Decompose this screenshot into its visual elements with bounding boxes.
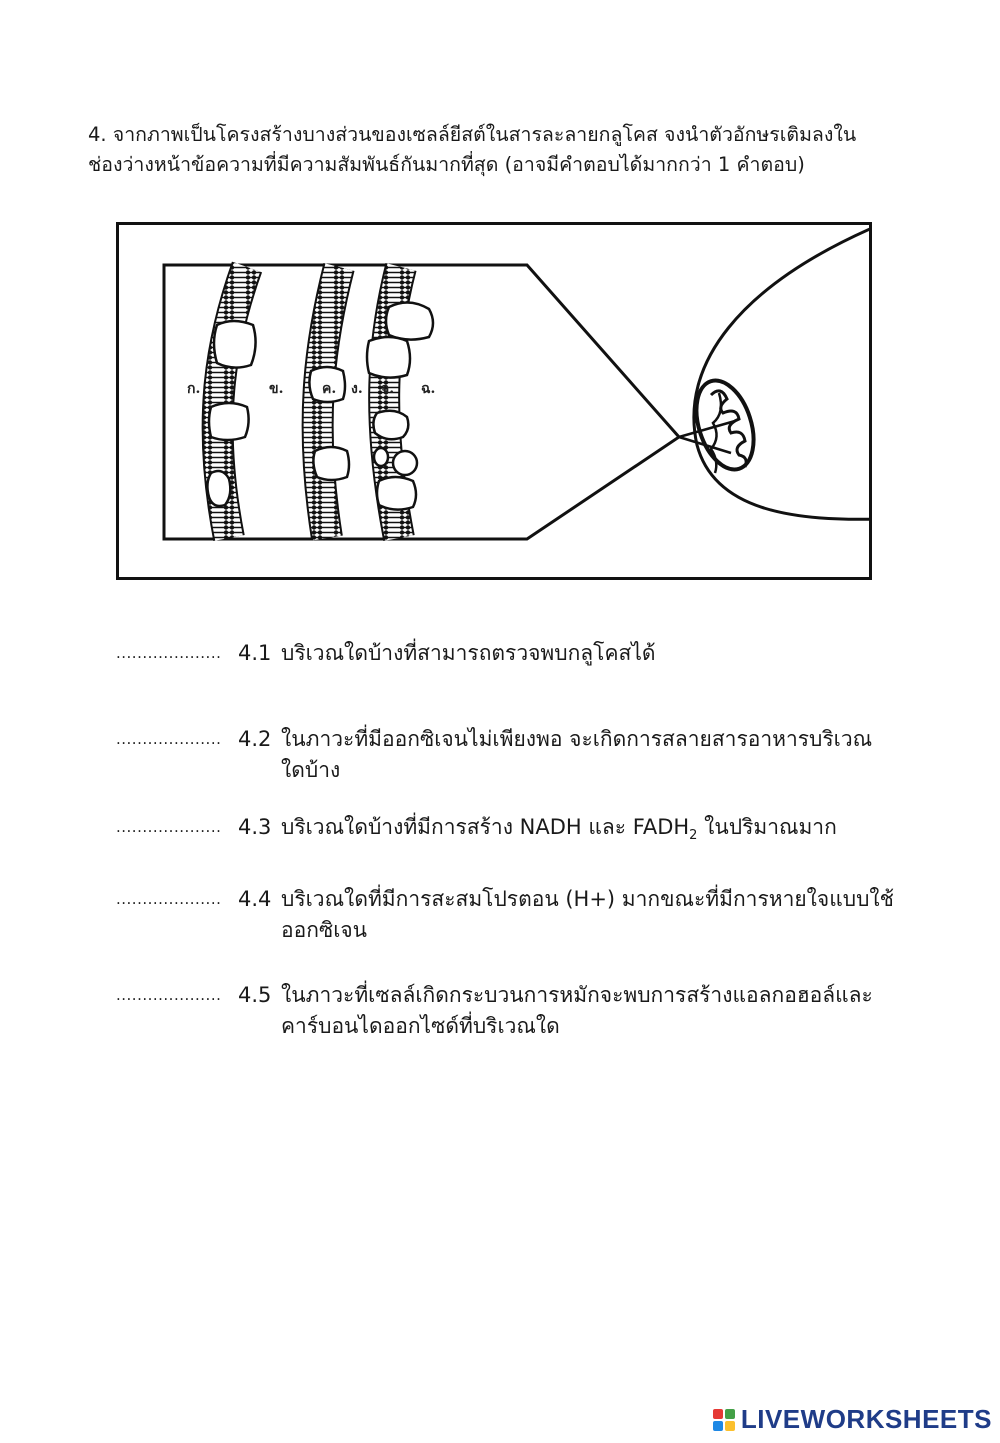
item-text: ในภาวะที่มีออกซิเจนไม่เพียงพอ จะเกิดการสลายสารอาหารบริเวณ ใดบ้าง xyxy=(281,727,873,782)
label-cho: จ. xyxy=(381,381,395,397)
protein-5 xyxy=(313,447,349,480)
protein-2 xyxy=(209,403,249,440)
protein-10 xyxy=(393,451,417,475)
protein-11 xyxy=(377,477,416,510)
item-number: 4.1 xyxy=(238,641,272,665)
question-line-1: 4. จากภาพเป็นโครงสร้างบางส่วนของเซลล์ยีสต์ในสารละลายกลูโคส จงนำตัวอักษรเติมลงใน xyxy=(88,123,857,146)
item-text: ในภาวะที่เซลล์เกิดกระบวนการหมักจะพบการสร้างแอลกอฮอล์และ คาร์บอนไดออกไซด์ที่บริเวณใด xyxy=(281,983,873,1038)
logo-square-1 xyxy=(713,1409,723,1419)
liveworksheets-logo[interactable] xyxy=(713,1404,992,1435)
label-ko: ก. xyxy=(187,381,201,397)
logo-square-4 xyxy=(725,1421,735,1431)
yeast-cell-outline xyxy=(694,225,869,519)
protein-8 xyxy=(373,411,408,440)
item-text: บริเวณใดบ้างที่มีการสร้าง NADH และ $FADH_2$ ในปริมาณมาก xyxy=(281,815,837,844)
label-kho2: ค. xyxy=(322,381,337,397)
item-number: 4.3 xyxy=(238,815,272,839)
item-number: 4.2 xyxy=(238,727,272,751)
logo-square-3 xyxy=(713,1421,723,1431)
logo-square-2 xyxy=(725,1409,735,1419)
item-number: 4.5 xyxy=(238,983,272,1007)
label-kho: ข. xyxy=(269,381,284,397)
item-text: บริเวณใดบ้างที่สามารถตรวจพบกลูโคสได้ xyxy=(281,641,656,665)
answer-blank-4-4[interactable]: .................... xyxy=(116,890,222,908)
logo-text: LIVEWORKSHEETS xyxy=(740,1404,992,1434)
protein-9 xyxy=(374,448,388,466)
answer-blank-4-3[interactable]: .................... xyxy=(116,818,222,836)
diagram-svg xyxy=(119,225,869,577)
label-ngo: ง. xyxy=(351,381,363,397)
answer-blank-4-2[interactable]: .................... xyxy=(116,730,222,748)
item-number: 4.4 xyxy=(238,887,272,911)
answer-blank-4-1[interactable]: .................... xyxy=(116,644,222,662)
question-line-2: ช่องว่างหน้าข้อความที่มีความสัมพันธ์กันมากที่สุด (อาจมีคำตอบได้มากกว่า 1 คำตอบ) xyxy=(88,153,805,176)
protein-6 xyxy=(386,302,433,339)
protein-7 xyxy=(367,337,410,378)
logo-icon xyxy=(713,1409,735,1431)
yeast-cell-diagram xyxy=(116,222,872,580)
item-text: บริเวณใดที่มีการสะสมโปรตอน (H+) มากขณะที่มีการหายใจแบบใช้ ออกซิเจน xyxy=(281,887,894,942)
answer-blank-4-5[interactable]: .................... xyxy=(116,986,222,1004)
question-text xyxy=(88,120,918,180)
label-cho2: ฉ. xyxy=(421,381,436,397)
protein-3 xyxy=(207,471,230,506)
protein-1 xyxy=(214,321,256,368)
